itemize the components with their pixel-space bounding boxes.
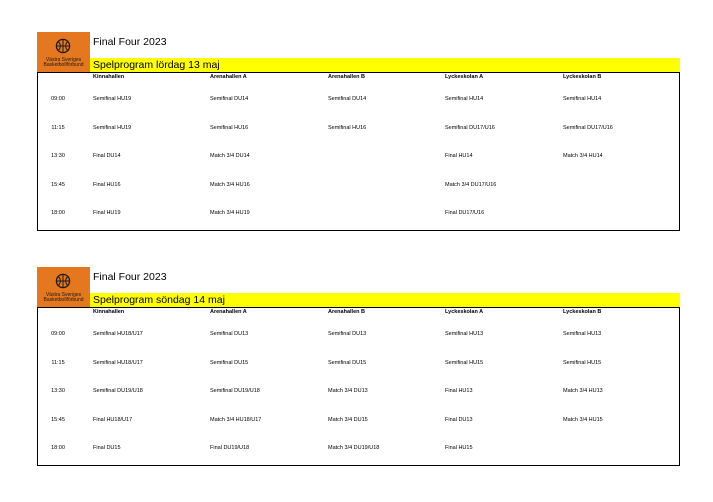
game-cell: Semifinal HU18/U17 [93, 360, 143, 366]
game-cell: Match 3/4 DU13 [328, 388, 368, 394]
game-cell: Final HU16 [93, 182, 121, 188]
venue-header: Lyckeskolan A [445, 74, 484, 80]
game-cell: Final DU13 [445, 417, 473, 423]
game-cell: Match 3/4 HU13 [563, 388, 603, 394]
sheet-title: Final Four 2023 [93, 271, 167, 283]
time-slot: 11:15 [51, 125, 65, 131]
federation-logo [37, 267, 90, 308]
game-cell: Final DU14 [93, 153, 121, 159]
game-cell: Final DU19/U18 [210, 445, 250, 451]
game-cell: Semifinal HU16 [328, 125, 367, 131]
time-slot: 09:00 [51, 331, 65, 337]
time-slot: 18:00 [51, 210, 65, 216]
basketball-icon [55, 273, 71, 289]
game-cell: Final DU17/U16 [445, 210, 485, 216]
time-slot: 13:30 [51, 388, 65, 394]
game-cell: Final HU13 [445, 388, 473, 394]
schedule-grid [37, 72, 680, 231]
game-cell: Semifinal HU14 [445, 96, 484, 102]
game-cell: Semifinal DU15 [210, 360, 249, 366]
venue-header: Arenahallen A [210, 309, 247, 315]
game-cell: Semifinal DU14 [328, 96, 367, 102]
day-banner: Spelprogram lördag 13 maj [90, 58, 680, 72]
game-cell: Match 3/4 HU14 [563, 153, 603, 159]
time-slot: 11:15 [51, 360, 65, 366]
game-cell: Semifinal DU19/U18 [210, 388, 260, 394]
schedule-grid [37, 307, 680, 466]
time-slot: 15:45 [51, 182, 65, 188]
game-cell: Semifinal HU13 [563, 331, 602, 337]
venue-header: Arenahallen B [328, 74, 365, 80]
game-cell: Final HU18/U17 [93, 417, 133, 423]
game-cell: Match 3/4 DU19/U18 [328, 445, 380, 451]
game-cell: Semifinal DU19/U18 [93, 388, 143, 394]
federation-logo [37, 32, 90, 73]
game-cell: Match 3/4 DU15 [328, 417, 368, 423]
federation-name: Västra Sveriges Basketbollförbund [43, 292, 84, 304]
game-cell: Semifinal DU13 [328, 331, 367, 337]
federation-name: Västra Sveriges Basketbollförbund [43, 57, 84, 69]
game-cell: Match 3/4 HU18/U17 [210, 417, 262, 423]
game-cell: Semifinal HU19 [93, 96, 132, 102]
time-slot: 15:45 [51, 417, 65, 423]
game-cell: Semifinal DU15 [328, 360, 367, 366]
game-cell: Semifinal DU17/U16 [445, 125, 495, 131]
time-slot: 13:30 [51, 153, 65, 159]
game-cell: Final DU15 [93, 445, 121, 451]
game-cell: Semifinal HU14 [563, 96, 602, 102]
game-cell: Semifinal DU17/U16 [563, 125, 613, 131]
time-slot: 09:00 [51, 96, 65, 102]
game-cell: Final HU15 [445, 445, 473, 451]
venue-header: Arenahallen A [210, 74, 247, 80]
game-cell: Final HU14 [445, 153, 473, 159]
game-cell: Match 3/4 HU19 [210, 210, 250, 216]
venue-header: Arenahallen B [328, 309, 365, 315]
sheet-title: Final Four 2023 [93, 36, 167, 48]
game-cell: Semifinal DU14 [210, 96, 249, 102]
time-slot: 18:00 [51, 445, 65, 451]
venue-header: Lyckeskolan B [563, 74, 602, 80]
game-cell: Semifinal HU19 [93, 125, 132, 131]
venue-header: Kinnahallen [93, 309, 125, 315]
game-cell: Match 3/4 DU17/U16 [445, 182, 497, 188]
game-cell: Match 3/4 HU16 [210, 182, 250, 188]
basketball-icon [55, 38, 71, 54]
game-cell: Semifinal HU15 [563, 360, 602, 366]
venue-header: Lyckeskolan A [445, 309, 484, 315]
venue-header: Lyckeskolan B [563, 309, 602, 315]
game-cell: Semifinal HU13 [445, 331, 484, 337]
game-cell: Semifinal HU16 [210, 125, 249, 131]
venue-header: Kinnahallen [93, 74, 125, 80]
day-banner: Spelprogram söndag 14 maj [90, 293, 680, 307]
game-cell: Semifinal HU18/U17 [93, 331, 143, 337]
game-cell: Final HU19 [93, 210, 121, 216]
game-cell: Match 3/4 DU14 [210, 153, 250, 159]
game-cell: Semifinal HU15 [445, 360, 484, 366]
game-cell: Semifinal DU13 [210, 331, 249, 337]
game-cell: Match 3/4 HU15 [563, 417, 603, 423]
